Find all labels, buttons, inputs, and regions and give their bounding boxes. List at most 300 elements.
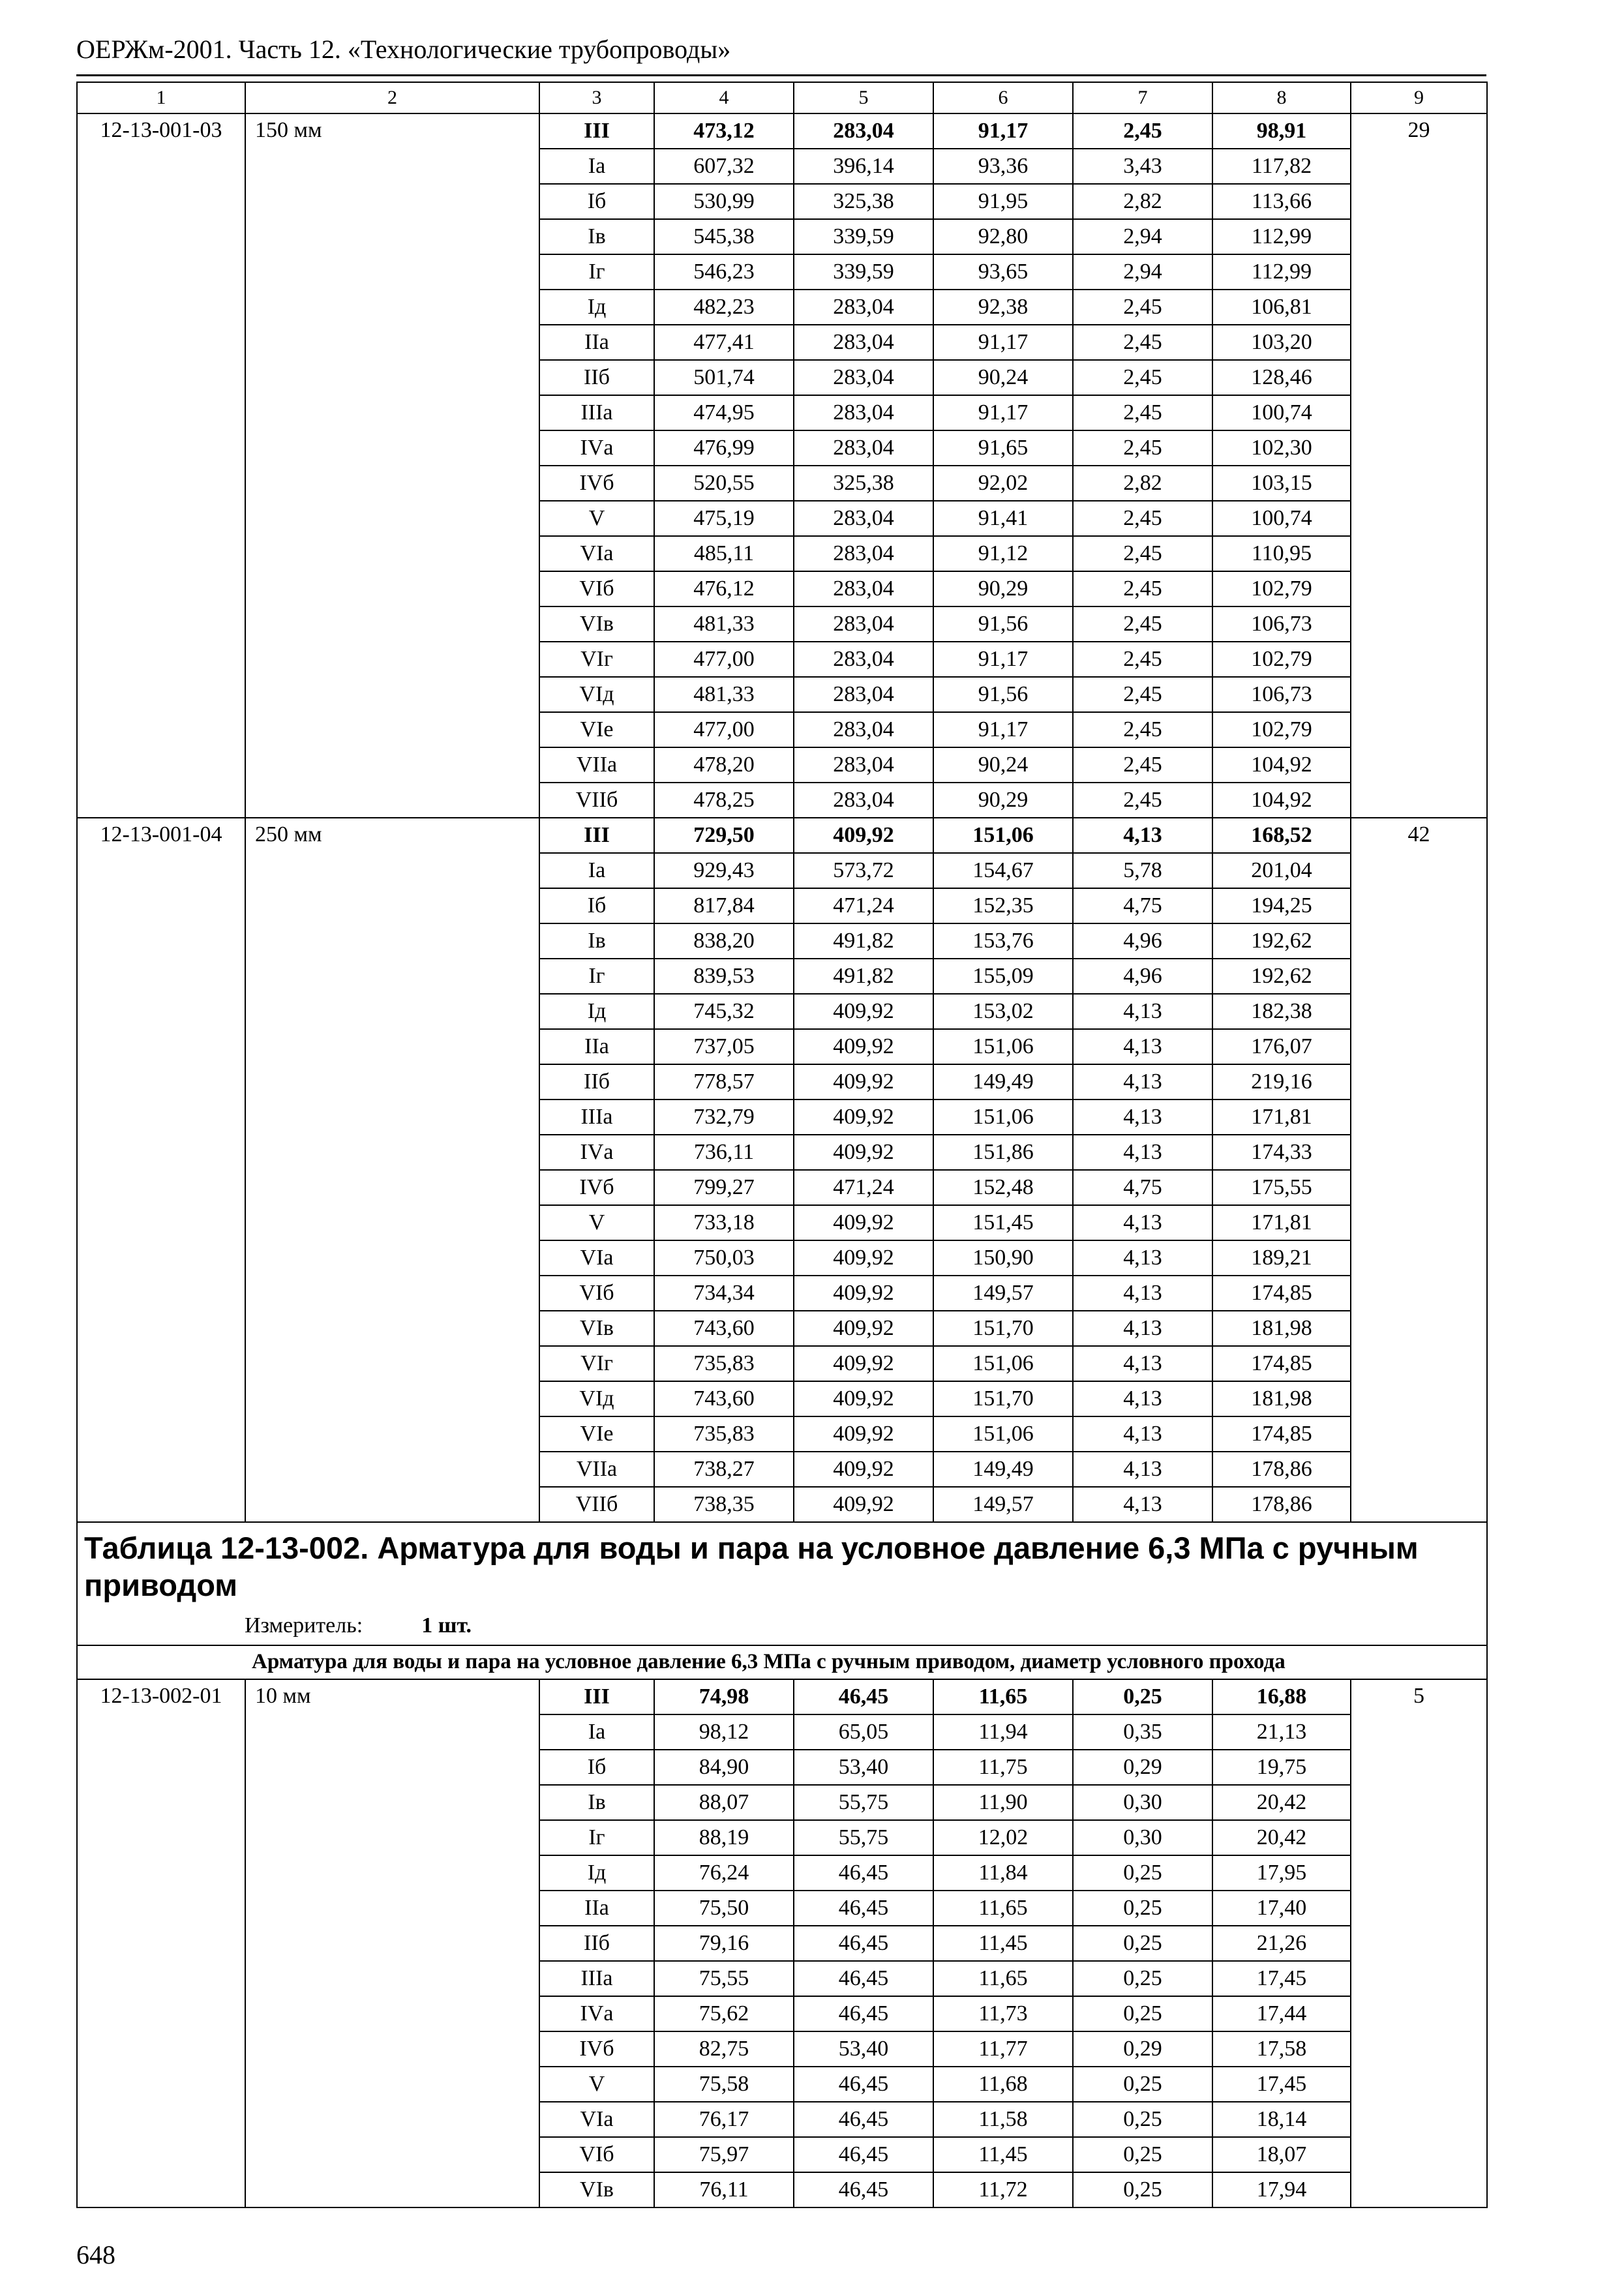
value-cell: 409,92 (794, 1452, 933, 1487)
value-cell: 104,92 (1212, 783, 1351, 818)
rate-code: 12-13-001-04 (77, 818, 245, 1522)
value-cell: 0,25 (1073, 2102, 1212, 2137)
value-cell: 149,49 (933, 1452, 1073, 1487)
value-cell: 154,67 (933, 853, 1073, 888)
table-body-bottom (77, 1679, 1487, 2207)
value-cell: 192,62 (1212, 923, 1351, 959)
value-cell: 91,65 (933, 430, 1073, 466)
value-cell: 75,55 (654, 1961, 794, 1996)
value-cell: 4,13 (1073, 994, 1212, 1029)
value-cell: 149,49 (933, 1064, 1073, 1100)
value-cell: 409,92 (794, 1487, 933, 1522)
value-cell: 46,45 (794, 1926, 933, 1961)
value-cell: 53,40 (794, 2031, 933, 2067)
value-cell: 2,45 (1073, 113, 1212, 149)
zone-code: Iб (539, 1750, 654, 1785)
value-cell: 152,48 (933, 1170, 1073, 1205)
value-cell: 90,24 (933, 747, 1073, 783)
column-9-value: 29 (1351, 113, 1487, 818)
column-number: 3 (539, 82, 654, 113)
value-cell: 65,05 (794, 1714, 933, 1750)
table-row (77, 1679, 1487, 1714)
value-cell: 477,41 (654, 325, 794, 360)
zone-code: IIIа (539, 1961, 654, 1996)
value-cell: 91,12 (933, 536, 1073, 571)
value-cell: 17,40 (1212, 1891, 1351, 1926)
value-cell: 91,41 (933, 501, 1073, 536)
value-cell: 4,13 (1073, 1029, 1212, 1064)
value-cell: 106,73 (1212, 606, 1351, 642)
value-cell: 339,59 (794, 219, 933, 254)
value-cell: 102,79 (1212, 571, 1351, 606)
value-cell: 0,35 (1073, 1714, 1212, 1750)
diameter: 150 мм (245, 113, 539, 818)
value-cell: 4,13 (1073, 1064, 1212, 1100)
zone-code: III (539, 113, 654, 149)
value-cell: 106,81 (1212, 290, 1351, 325)
zone-code: VIб (539, 571, 654, 606)
value-cell: 82,75 (654, 2031, 794, 2067)
value-cell: 192,62 (1212, 959, 1351, 994)
zone-code: Iд (539, 1855, 654, 1891)
zone-code: V (539, 2067, 654, 2102)
value-cell: 4,13 (1073, 1240, 1212, 1276)
rate-code: 12-13-001-03 (77, 113, 245, 818)
value-cell: 88,07 (654, 1785, 794, 1820)
zone-code: Iг (539, 959, 654, 994)
value-cell: 573,72 (794, 853, 933, 888)
value-cell: 171,81 (1212, 1100, 1351, 1135)
value-cell: 545,38 (654, 219, 794, 254)
value-cell: 181,98 (1212, 1311, 1351, 1346)
table-row (77, 818, 1487, 853)
value-cell: 20,42 (1212, 1785, 1351, 1820)
value-cell: 2,94 (1073, 254, 1212, 290)
value-cell: 98,12 (654, 1714, 794, 1750)
column-number: 9 (1351, 82, 1487, 113)
value-cell: 4,13 (1073, 1452, 1212, 1487)
value-cell: 92,02 (933, 466, 1073, 501)
zone-code: VIв (539, 2172, 654, 2207)
value-cell: 409,92 (794, 1311, 933, 1346)
meter-row (77, 1607, 1487, 1645)
value-cell: 91,17 (933, 712, 1073, 747)
value-cell: 153,02 (933, 994, 1073, 1029)
zone-code: IVб (539, 466, 654, 501)
value-cell: 396,14 (794, 149, 933, 184)
table-row (77, 113, 1487, 149)
value-cell: 743,60 (654, 1311, 794, 1346)
value-cell: 103,15 (1212, 466, 1351, 501)
value-cell: 409,92 (794, 1100, 933, 1135)
value-cell: 11,45 (933, 2137, 1073, 2172)
zone-code: IIIа (539, 395, 654, 430)
value-cell: 729,50 (654, 818, 794, 853)
value-cell: 4,13 (1073, 1100, 1212, 1135)
value-cell: 0,25 (1073, 1855, 1212, 1891)
value-cell: 2,45 (1073, 606, 1212, 642)
zone-code: IVа (539, 430, 654, 466)
value-cell: 102,79 (1212, 712, 1351, 747)
value-cell: 735,83 (654, 1346, 794, 1381)
value-cell: 11,75 (933, 1750, 1073, 1785)
value-cell: 481,33 (654, 677, 794, 712)
value-cell: 339,59 (794, 254, 933, 290)
value-cell: 21,13 (1212, 1714, 1351, 1750)
value-cell: 174,85 (1212, 1346, 1351, 1381)
value-cell: 0,25 (1073, 1891, 1212, 1926)
value-cell: 4,75 (1073, 888, 1212, 923)
value-cell: 4,75 (1073, 1170, 1212, 1205)
page-header-title: ОЕРЖм-2001. Часть 12. «Технологические трубопроводы» (76, 35, 731, 64)
value-cell: 194,25 (1212, 888, 1351, 923)
value-cell: 283,04 (794, 290, 933, 325)
value-cell: 84,90 (654, 1750, 794, 1785)
value-cell: 90,24 (933, 360, 1073, 395)
zone-code: VIд (539, 677, 654, 712)
value-cell: 838,20 (654, 923, 794, 959)
zone-code: VIв (539, 1311, 654, 1346)
value-cell: 732,79 (654, 1100, 794, 1135)
zone-code: IIб (539, 1926, 654, 1961)
value-cell: 0,29 (1073, 2031, 1212, 2067)
value-cell: 11,73 (933, 1996, 1073, 2031)
value-cell: 4,13 (1073, 1487, 1212, 1522)
zone-code: Iа (539, 149, 654, 184)
value-cell: 409,92 (794, 1381, 933, 1416)
value-cell: 76,11 (654, 2172, 794, 2207)
value-cell: 151,70 (933, 1311, 1073, 1346)
value-cell: 19,75 (1212, 1750, 1351, 1785)
value-cell: 46,45 (794, 2172, 933, 2207)
column-number: 5 (794, 82, 933, 113)
value-cell: 11,68 (933, 2067, 1073, 2102)
value-cell: 4,13 (1073, 1416, 1212, 1452)
value-cell: 103,20 (1212, 325, 1351, 360)
value-cell: 738,35 (654, 1487, 794, 1522)
value-cell: 2,45 (1073, 536, 1212, 571)
value-cell: 153,76 (933, 923, 1073, 959)
section-title: Таблица 12-13-002. Арматура для воды и пара на условное давление 6,3 МПа с ручным приводом (84, 1531, 1419, 1603)
value-cell: 112,99 (1212, 219, 1351, 254)
zone-code: IVб (539, 2031, 654, 2067)
value-cell: 475,19 (654, 501, 794, 536)
value-cell: 530,99 (654, 184, 794, 219)
value-cell: 733,18 (654, 1205, 794, 1240)
value-cell: 2,45 (1073, 747, 1212, 783)
zone-code: Iв (539, 219, 654, 254)
page-number: 648 (76, 2240, 115, 2269)
value-cell: 0,25 (1073, 1679, 1212, 1714)
value-cell: 2,82 (1073, 184, 1212, 219)
subheading-row (77, 1645, 1487, 1679)
value-cell: 481,33 (654, 606, 794, 642)
value-cell: 76,24 (654, 1855, 794, 1891)
value-cell: 106,73 (1212, 677, 1351, 712)
zone-code: Iб (539, 184, 654, 219)
value-cell: 74,98 (654, 1679, 794, 1714)
value-cell: 4,13 (1073, 1311, 1212, 1346)
value-cell: 474,95 (654, 395, 794, 430)
value-cell: 283,04 (794, 360, 933, 395)
value-cell: 174,85 (1212, 1416, 1351, 1452)
value-cell: 2,45 (1073, 430, 1212, 466)
column-9-value: 5 (1351, 1679, 1487, 2207)
value-cell: 778,57 (654, 1064, 794, 1100)
value-cell: 110,95 (1212, 536, 1351, 571)
value-cell: 168,52 (1212, 818, 1351, 853)
value-cell: 283,04 (794, 501, 933, 536)
value-cell: 88,19 (654, 1820, 794, 1855)
zone-code: VIв (539, 606, 654, 642)
zone-code: VIб (539, 1276, 654, 1311)
value-cell: 799,27 (654, 1170, 794, 1205)
zone-code: Iа (539, 1714, 654, 1750)
value-cell: 17,94 (1212, 2172, 1351, 2207)
value-cell: 737,05 (654, 1029, 794, 1064)
value-cell: 181,98 (1212, 1381, 1351, 1416)
value-cell: 409,92 (794, 1205, 933, 1240)
zone-code: VIIб (539, 783, 654, 818)
value-cell: 98,91 (1212, 113, 1351, 149)
value-cell: 93,65 (933, 254, 1073, 290)
value-cell: 409,92 (794, 1029, 933, 1064)
zone-code: VIа (539, 2102, 654, 2137)
value-cell: 46,45 (794, 2067, 933, 2102)
zone-code: III (539, 1679, 654, 1714)
value-cell: 750,03 (654, 1240, 794, 1276)
value-cell: 92,38 (933, 290, 1073, 325)
value-cell: 150,90 (933, 1240, 1073, 1276)
zone-code: IVа (539, 1996, 654, 2031)
value-cell: 17,44 (1212, 1996, 1351, 2031)
zone-code: Iб (539, 888, 654, 923)
value-cell: 151,86 (933, 1135, 1073, 1170)
value-cell: 11,65 (933, 1961, 1073, 1996)
zone-code: IIа (539, 1891, 654, 1926)
zone-code: IIб (539, 1064, 654, 1100)
value-cell: 100,74 (1212, 395, 1351, 430)
zone-code: VIд (539, 1381, 654, 1416)
column-number: 7 (1073, 82, 1212, 113)
meter-cell (77, 1607, 1487, 1645)
value-cell: 471,24 (794, 888, 933, 923)
value-cell: 409,92 (794, 818, 933, 853)
value-cell: 152,35 (933, 888, 1073, 923)
value-cell: 4,13 (1073, 1205, 1212, 1240)
value-cell: 4,96 (1073, 923, 1212, 959)
zone-code: VIIа (539, 747, 654, 783)
value-cell: 155,09 (933, 959, 1073, 994)
value-cell: 91,17 (933, 113, 1073, 149)
value-cell: 91,17 (933, 642, 1073, 677)
value-cell: 76,17 (654, 2102, 794, 2137)
zone-code: VIб (539, 2137, 654, 2172)
value-cell: 46,45 (794, 1961, 933, 1996)
column-number: 2 (245, 82, 539, 113)
value-cell: 18,14 (1212, 2102, 1351, 2137)
value-cell: 113,66 (1212, 184, 1351, 219)
rate-code: 12-13-002-01 (77, 1679, 245, 2207)
zone-code: VIа (539, 1240, 654, 1276)
value-cell: 151,06 (933, 1029, 1073, 1064)
value-cell: 2,45 (1073, 783, 1212, 818)
value-cell: 2,94 (1073, 219, 1212, 254)
value-cell: 91,56 (933, 677, 1073, 712)
value-cell: 485,11 (654, 536, 794, 571)
value-cell: 11,65 (933, 1679, 1073, 1714)
value-cell: 0,25 (1073, 2172, 1212, 2207)
zone-code: IIа (539, 325, 654, 360)
table-section-header (77, 1522, 1487, 1679)
value-cell: 2,45 (1073, 290, 1212, 325)
meter-label: Измеритель: (245, 1613, 363, 1638)
value-cell: 46,45 (794, 1679, 933, 1714)
value-cell: 46,45 (794, 1855, 933, 1891)
value-cell: 5,78 (1073, 853, 1212, 888)
zone-code: V (539, 1205, 654, 1240)
zone-code: VIг (539, 1346, 654, 1381)
value-cell: 11,45 (933, 1926, 1073, 1961)
value-cell: 738,27 (654, 1452, 794, 1487)
value-cell: 2,45 (1073, 571, 1212, 606)
value-cell: 0,25 (1073, 1996, 1212, 2031)
header-rule (76, 74, 1486, 76)
zone-code: VIа (539, 536, 654, 571)
value-cell: 0,30 (1073, 1785, 1212, 1820)
value-cell: 92,80 (933, 219, 1073, 254)
value-cell: 149,57 (933, 1487, 1073, 1522)
value-cell: 17,45 (1212, 1961, 1351, 1996)
value-cell: 149,57 (933, 1276, 1073, 1311)
value-cell: 476,12 (654, 571, 794, 606)
value-cell: 151,06 (933, 1416, 1073, 1452)
zone-code: IVб (539, 1170, 654, 1205)
column-number-row (77, 82, 1487, 113)
value-cell: 283,04 (794, 747, 933, 783)
value-cell: 2,45 (1073, 325, 1212, 360)
value-cell: 178,86 (1212, 1452, 1351, 1487)
zone-code: III (539, 818, 654, 853)
value-cell: 3,43 (1073, 149, 1212, 184)
section-title-row (77, 1522, 1487, 1607)
zone-code: Iг (539, 254, 654, 290)
value-cell: 0,25 (1073, 1926, 1212, 1961)
value-cell: 0,25 (1073, 2067, 1212, 2102)
value-cell: 182,38 (1212, 994, 1351, 1029)
value-cell: 4,96 (1073, 959, 1212, 994)
value-cell: 117,82 (1212, 149, 1351, 184)
value-cell: 4,13 (1073, 1135, 1212, 1170)
value-cell: 283,04 (794, 606, 933, 642)
value-cell: 171,81 (1212, 1205, 1351, 1240)
value-cell: 477,00 (654, 642, 794, 677)
value-cell: 18,07 (1212, 2137, 1351, 2172)
value-cell: 409,92 (794, 994, 933, 1029)
column-number: 1 (77, 82, 245, 113)
value-cell: 607,32 (654, 149, 794, 184)
zone-code: VIе (539, 712, 654, 747)
value-cell: 151,06 (933, 1100, 1073, 1135)
zone-code: Iв (539, 923, 654, 959)
value-cell: 2,45 (1073, 642, 1212, 677)
value-cell: 93,36 (933, 149, 1073, 184)
value-cell: 501,74 (654, 360, 794, 395)
value-cell: 283,04 (794, 571, 933, 606)
value-cell: 20,42 (1212, 1820, 1351, 1855)
value-cell: 102,30 (1212, 430, 1351, 466)
value-cell: 46,45 (794, 2137, 933, 2172)
value-cell: 283,04 (794, 642, 933, 677)
value-cell: 46,45 (794, 1891, 933, 1926)
value-cell: 839,53 (654, 959, 794, 994)
zone-code: Iд (539, 994, 654, 1029)
value-cell: 128,46 (1212, 360, 1351, 395)
zone-code: VIIб (539, 1487, 654, 1522)
zone-code: IVа (539, 1135, 654, 1170)
value-cell: 283,04 (794, 325, 933, 360)
value-cell: 174,33 (1212, 1135, 1351, 1170)
value-cell: 112,99 (1212, 254, 1351, 290)
value-cell: 11,72 (933, 2172, 1073, 2207)
value-cell: 734,34 (654, 1276, 794, 1311)
zone-code: Iд (539, 290, 654, 325)
value-cell: 283,04 (794, 113, 933, 149)
value-cell: 100,74 (1212, 501, 1351, 536)
value-cell: 4,13 (1073, 1381, 1212, 1416)
zone-code: Iа (539, 853, 654, 888)
value-cell: 4,13 (1073, 1276, 1212, 1311)
value-cell: 11,94 (933, 1714, 1073, 1750)
value-cell: 102,79 (1212, 642, 1351, 677)
value-cell: 151,45 (933, 1205, 1073, 1240)
zone-code: VIг (539, 642, 654, 677)
value-cell: 409,92 (794, 1416, 933, 1452)
value-cell: 477,00 (654, 712, 794, 747)
value-cell: 409,92 (794, 1346, 933, 1381)
zone-code: IIа (539, 1029, 654, 1064)
value-cell: 175,55 (1212, 1170, 1351, 1205)
value-cell: 91,17 (933, 325, 1073, 360)
value-cell: 0,29 (1073, 1750, 1212, 1785)
value-cell: 546,23 (654, 254, 794, 290)
value-cell: 491,82 (794, 959, 933, 994)
value-cell: 478,20 (654, 747, 794, 783)
value-cell: 11,84 (933, 1855, 1073, 1891)
value-cell: 817,84 (654, 888, 794, 923)
value-cell: 0,25 (1073, 2137, 1212, 2172)
value-cell: 189,21 (1212, 1240, 1351, 1276)
value-cell: 55,75 (794, 1785, 933, 1820)
value-cell: 11,77 (933, 2031, 1073, 2067)
value-cell: 21,26 (1212, 1926, 1351, 1961)
zone-code: VIIа (539, 1452, 654, 1487)
value-cell: 473,12 (654, 113, 794, 149)
zone-code: IIIа (539, 1100, 654, 1135)
value-cell: 2,82 (1073, 466, 1212, 501)
value-cell: 409,92 (794, 1064, 933, 1100)
value-cell: 0,30 (1073, 1820, 1212, 1855)
value-cell: 151,70 (933, 1381, 1073, 1416)
value-cell: 55,75 (794, 1820, 933, 1855)
value-cell: 17,95 (1212, 1855, 1351, 1891)
value-cell: 17,58 (1212, 2031, 1351, 2067)
value-cell: 2,45 (1073, 395, 1212, 430)
value-cell: 53,40 (794, 1750, 933, 1785)
value-cell: 409,92 (794, 1240, 933, 1276)
value-cell: 90,29 (933, 571, 1073, 606)
value-cell: 176,07 (1212, 1029, 1351, 1064)
